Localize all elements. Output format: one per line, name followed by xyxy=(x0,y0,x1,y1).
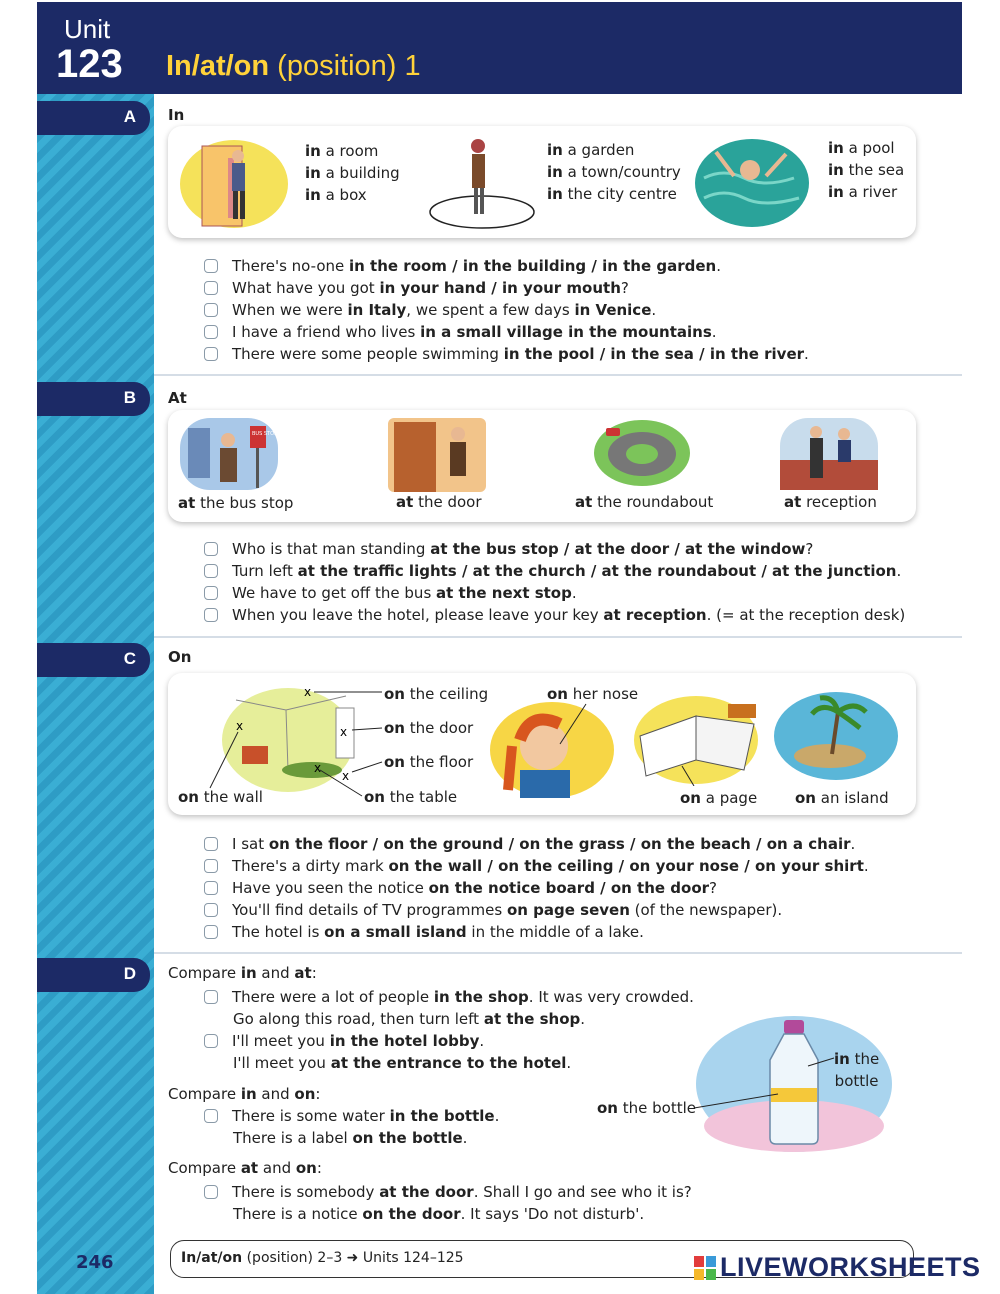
checkbox[interactable] xyxy=(204,990,218,1004)
list-item: Turn left at the traffic lights / at the church / at the roundabout / at the junction. xyxy=(204,560,901,582)
checkbox[interactable] xyxy=(204,303,218,317)
list-item: When we were in Italy, we spent a few days in Venice. xyxy=(204,299,656,321)
label-on-door: on the door xyxy=(384,719,474,737)
list-item: When you leave the hotel, please leave your key at reception. (= at the reception desk) xyxy=(204,604,905,626)
sidebar-stripes xyxy=(37,94,154,1294)
compare-at-on-heading: Compare at and on: xyxy=(168,1159,322,1177)
checkbox[interactable] xyxy=(204,837,218,851)
checkbox[interactable] xyxy=(204,859,218,873)
checkbox[interactable] xyxy=(204,903,218,917)
reception-illustration xyxy=(780,418,878,490)
list-item: I have a friend who lives in a small village in the mountains. xyxy=(204,321,717,343)
svg-text:x: x xyxy=(314,761,322,775)
unit-number: 123 xyxy=(56,42,123,86)
caption-in-room: in a room in a building in a box xyxy=(305,142,400,204)
svg-text:x: x xyxy=(340,725,348,739)
example-sentence: Go along this road, then turn left at the shop. xyxy=(233,1010,586,1028)
island-illustration xyxy=(772,690,902,782)
checkbox[interactable] xyxy=(204,281,218,295)
section-label-c: C xyxy=(37,643,150,677)
unit-word: Unit xyxy=(64,14,111,44)
section-label-b: B xyxy=(37,382,150,416)
list-item: There's a dirty mark on the wall / on the ceiling / on your nose / on your shirt. xyxy=(204,855,869,877)
list-item: You'll find details of TV programmes on page seven (of the newspaper). xyxy=(204,899,782,921)
roundabout-illustration xyxy=(592,418,692,488)
door-illustration xyxy=(388,418,486,492)
garden-illustration xyxy=(428,134,538,232)
pool-illustration xyxy=(694,138,810,228)
label-on-table: on the table xyxy=(364,788,458,806)
list-item: I sat on the floor / on the ground / on the grass / on the beach / on a chair. xyxy=(204,833,855,855)
checkbox[interactable] xyxy=(204,925,218,939)
checkbox[interactable] xyxy=(204,881,218,895)
section-c-title: On xyxy=(168,648,192,666)
caption-in-garden: in a garden in a town/country in the city centre xyxy=(547,141,681,203)
watermark: LIVEWORKSHEETS xyxy=(720,1252,981,1282)
list-item: There is somebody at the door. Shall I go and see who it is? xyxy=(204,1181,692,1203)
example-sentence: I'll meet you at the entrance to the hotel. xyxy=(233,1054,572,1072)
svg-text:x: x xyxy=(304,685,312,699)
label-on-floor: on the floor xyxy=(384,753,474,771)
checkbox[interactable] xyxy=(204,259,218,273)
label-in-the-bottle: in the bottle xyxy=(834,1050,880,1090)
svg-text:x: x xyxy=(342,769,350,783)
checkbox[interactable] xyxy=(204,1109,218,1123)
section-label-d: D xyxy=(37,958,150,992)
compare-in-at-heading: Compare in and at: xyxy=(168,964,317,982)
label-on-page: on a page xyxy=(680,789,758,807)
bus-stop-illustration xyxy=(180,418,278,490)
caption-in-pool: in a pool in the sea in a river xyxy=(828,139,905,201)
list-item: There were a lot of people in the shop. It was very crowded. xyxy=(204,986,694,1008)
label-on-the-bottle: on the bottle xyxy=(597,1099,696,1117)
svg-text:x: x xyxy=(236,719,244,733)
checkbox[interactable] xyxy=(204,564,218,578)
list-item: There's no-one in the room / in the building / in the garden. xyxy=(204,255,721,277)
divider xyxy=(154,374,962,376)
checkbox[interactable] xyxy=(204,542,218,556)
list-item: Who is that man standing at the bus stop / at the door / at the window? xyxy=(204,538,813,560)
list-item: There is some water in the bottle. xyxy=(204,1105,499,1127)
nose-illustration xyxy=(490,700,616,800)
list-item: The hotel is on a small island in the middle of a lake. xyxy=(204,921,644,943)
checkbox[interactable] xyxy=(204,586,218,600)
section-a-title: In xyxy=(168,106,185,124)
list-item: What have you got in your hand / in your mouth? xyxy=(204,277,629,299)
list-item: We have to get off the bus at the next stop. xyxy=(204,582,577,604)
compare-in-on-heading: Compare in and on: xyxy=(168,1085,321,1103)
label-on-nose: on her nose xyxy=(547,685,639,703)
list-item: There were some people swimming in the pool / in the sea / in the river. xyxy=(204,343,809,365)
caption-at-reception: at reception xyxy=(784,493,877,511)
checkbox[interactable] xyxy=(204,1185,218,1199)
caption-at-roundabout: at the roundabout xyxy=(575,493,714,511)
bus-stop-sign-text: BUS STOP xyxy=(252,431,278,437)
cross-reference-link[interactable]: In/at/on (position) 2–3 ➜ Units 124–125 xyxy=(170,1240,914,1278)
list-item: I'll meet you in the hotel lobby. xyxy=(204,1030,484,1052)
checkbox[interactable] xyxy=(204,1034,218,1048)
caption-at-door: at the door xyxy=(396,493,482,511)
section-b-title: At xyxy=(168,389,187,407)
section-label-a: A xyxy=(37,101,150,135)
page-number: 246 xyxy=(76,1252,114,1273)
checkbox[interactable] xyxy=(204,347,218,361)
checkbox[interactable] xyxy=(204,608,218,622)
example-sentence: There is a notice on the door. It says 'Do not disturb'. xyxy=(233,1205,645,1223)
example-sentence: There is a label on the bottle. xyxy=(233,1129,468,1147)
label-on-ceiling: on the ceiling xyxy=(384,685,489,703)
list-item: Have you seen the notice on the notice board / on the door? xyxy=(204,877,717,899)
caption-at-bus-stop: at the bus stop xyxy=(178,494,294,512)
page-title: In/at/on (position) 1 xyxy=(166,50,421,82)
page-illustration xyxy=(632,690,762,786)
liveworksheets-logo-icon xyxy=(694,1256,716,1280)
checkbox[interactable] xyxy=(204,325,218,339)
divider xyxy=(154,636,962,638)
label-on-wall: on the wall xyxy=(178,788,263,806)
label-on-island: on an island xyxy=(795,789,889,807)
divider xyxy=(154,952,962,954)
room-illustration xyxy=(178,138,290,230)
